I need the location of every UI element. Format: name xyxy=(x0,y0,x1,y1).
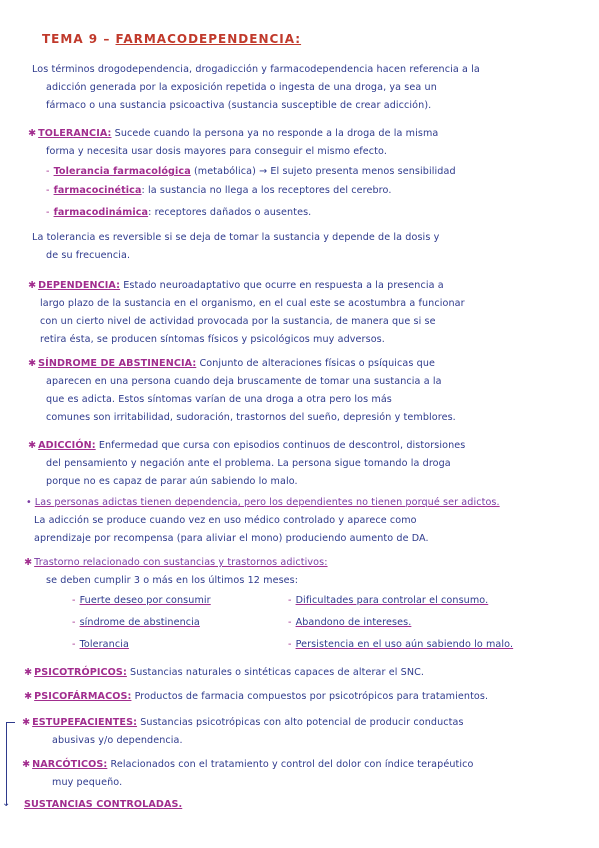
criterio-item xyxy=(72,639,129,651)
abstinencia-line: que es adicta. Estos síntomas varían de una droga a otra pero los más xyxy=(46,394,392,405)
dash-icon: - xyxy=(46,185,50,196)
adiccion-bullet-line: aprendizaje por recompensa (para aliviar el mono) produciendo aumento de DA. xyxy=(34,533,429,544)
criterio-item xyxy=(288,617,411,629)
tolerancia-text: Sucede cuando la persona ya no responde a la droga de la misma xyxy=(114,128,439,139)
criterio-text: Abandono de intereses. xyxy=(295,617,412,628)
tolerancia-item-term: Tolerancia farmacológica xyxy=(53,166,191,177)
tolerancia-item xyxy=(46,185,391,197)
tolerancia-item-term: farmacodinámica xyxy=(53,207,149,218)
adiccion-heading xyxy=(28,440,465,452)
dash-icon: - xyxy=(288,617,292,628)
definicion-text: Productos de farmacia compuestos por psicotrópicos para tratamientos. xyxy=(134,691,489,702)
trastorno-heading-text: Trastorno relacionado con sustancias y trastornos adictivos: xyxy=(34,557,328,568)
dependencia-line: largo plazo de la sustancia en el organismo, en el cual este se acostumbra a funcionar xyxy=(40,298,465,309)
asterisk-icon: ✱ xyxy=(22,717,31,728)
criterio-text: Persistencia en el uso aún sabiendo lo malo. xyxy=(295,639,514,650)
bullet-icon: • xyxy=(26,497,32,508)
tolerancia-item-term: farmacocinética xyxy=(53,185,142,196)
title-text: FARMACODEPENDENCIA: xyxy=(115,32,302,46)
asterisk-icon: ✱ xyxy=(24,667,33,678)
criterio-item xyxy=(72,595,211,607)
criterio-item xyxy=(288,595,488,607)
tolerancia-item xyxy=(46,207,311,219)
asterisk-icon: ✱ xyxy=(28,128,37,139)
abstinencia-term: SÍNDROME DE ABSTINENCIA: xyxy=(38,358,197,369)
criterio-text: Fuerte deseo por consumir xyxy=(79,595,211,606)
footer-label: SUSTANCIAS CONTROLADAS. xyxy=(24,799,183,810)
definicion-line: muy pequeño. xyxy=(52,777,123,788)
definicion-item xyxy=(24,691,488,703)
definicion-text: Sustancias naturales o sintéticas capaces de alterar el SNC. xyxy=(130,667,425,678)
dash-icon: - xyxy=(72,639,76,650)
asterisk-icon: ✱ xyxy=(24,691,33,702)
definicion-text: Relacionados con el tratamiento y control del dolor con índice terapéutico xyxy=(110,759,474,770)
tolerancia-item-text: : receptores dañados o ausentes. xyxy=(148,207,312,218)
dependencia-text: Estado neuroadaptativo que ocurre en respuesta a la presencia a xyxy=(123,280,444,291)
definicion-term: NARCÓTICOS: xyxy=(32,759,108,770)
definicion-item xyxy=(22,759,474,771)
trastorno-sub: se deben cumplir 3 o más en los últimos 12 meses: xyxy=(46,575,299,586)
criterio-text: Dificultades para controlar el consumo. xyxy=(295,595,489,606)
asterisk-icon: ✱ xyxy=(24,557,33,568)
tolerancia-item-text: : la sustancia no llega a los receptores del cerebro. xyxy=(141,185,392,196)
adiccion-text: Enfermedad que cursa con episodios continuos de descontrol, distorsiones xyxy=(98,440,466,451)
intro-line: Los términos drogodependencia, drogadicción y farmacodependencia hacen referencia a la xyxy=(32,64,480,75)
asterisk-icon: ✱ xyxy=(28,280,37,291)
intro-line: adicción generada por la exposición repetida o ingesta de una droga, ya sea un xyxy=(46,82,437,93)
dash-icon: - xyxy=(46,166,50,177)
tolerancia-item-text: (metabólica) → El sujeto presenta menos sensibilidad xyxy=(193,166,456,177)
dependencia-heading xyxy=(28,280,444,292)
page-title xyxy=(42,33,301,45)
abstinencia-text: Conjunto de alteraciones físicas o psíquicas que xyxy=(199,358,435,369)
adiccion-term: ADICCIÓN: xyxy=(38,440,96,451)
dash-icon: - xyxy=(46,207,50,218)
asterisk-icon: ✱ xyxy=(28,358,37,369)
asterisk-icon: ✱ xyxy=(28,440,37,451)
dash-icon: - xyxy=(288,639,292,650)
arrow-down-icon: ⌄ xyxy=(2,798,11,809)
dash-icon: - xyxy=(288,595,292,606)
definicion-term: ESTUPEFACIENTES: xyxy=(32,717,138,728)
dependencia-term: DEPENDENCIA: xyxy=(38,280,121,291)
tolerancia-note: La tolerancia es reversible si se deja de tomar la sustancia y depende de la dosis y xyxy=(32,232,440,243)
tolerancia-heading xyxy=(28,128,438,140)
abstinencia-line: aparecen en una persona cuando deja bruscamente de tomar una sustancia a la xyxy=(46,376,442,387)
abstinencia-line: comunes son irritabilidad, sudoración, trastornos del sueño, depresión y temblores. xyxy=(46,412,456,423)
dependencia-line: con un cierto nivel de actividad provocada por la sustancia, de manera que si se xyxy=(40,316,436,327)
dependencia-line: retira ésta, se producen síntomas físicos y psicológicos muy adversos. xyxy=(40,334,385,345)
asterisk-icon: ✱ xyxy=(22,759,31,770)
dash-icon: - xyxy=(72,595,76,606)
trastorno-heading xyxy=(24,557,328,569)
adiccion-bullet-line: La adicción se produce cuando vez en uso médico controlado y aparece como xyxy=(34,515,417,526)
adiccion-bullet-highlight: Las personas adictas tienen dependencia, pero los dependientes no tienen porqué ser adictos. xyxy=(34,497,500,508)
criterio-text: Tolerancia xyxy=(79,639,129,650)
tolerancia-line: forma y necesita usar dosis mayores para conseguir el mismo efecto. xyxy=(46,146,387,157)
definicion-line: abusivas y/o dependencia. xyxy=(52,735,183,746)
abstinencia-heading xyxy=(28,358,435,370)
adiccion-bullet xyxy=(26,497,500,509)
definicion-text: Sustancias psicotrópicas con alto potencial de producir conductas xyxy=(140,717,464,728)
criterio-item xyxy=(288,639,513,651)
bracket-line xyxy=(6,722,15,805)
definicion-item xyxy=(22,717,464,729)
dash-icon: - xyxy=(72,617,76,628)
adiccion-line: porque no es capaz de parar aún sabiendo lo malo. xyxy=(46,476,298,487)
definicion-item xyxy=(24,667,424,679)
tolerancia-note: de su frecuencia. xyxy=(46,250,131,261)
criterio-item xyxy=(72,617,200,629)
tolerancia-item xyxy=(46,166,456,178)
definicion-term: PSICOFÁRMACOS: xyxy=(34,691,132,702)
adiccion-line: del pensamiento y negación ante el problema. La persona sigue tomando la droga xyxy=(46,458,451,469)
criterio-text: síndrome de abstinencia xyxy=(79,617,200,628)
definicion-term: PSICOTRÓPICOS: xyxy=(34,667,127,678)
intro-line: fármaco o una sustancia psicoactiva (sustancia susceptible de crear adicción). xyxy=(46,100,432,111)
tolerancia-term: TOLERANCIA: xyxy=(38,128,112,139)
title-prefix: TEMA 9 – xyxy=(42,32,111,46)
